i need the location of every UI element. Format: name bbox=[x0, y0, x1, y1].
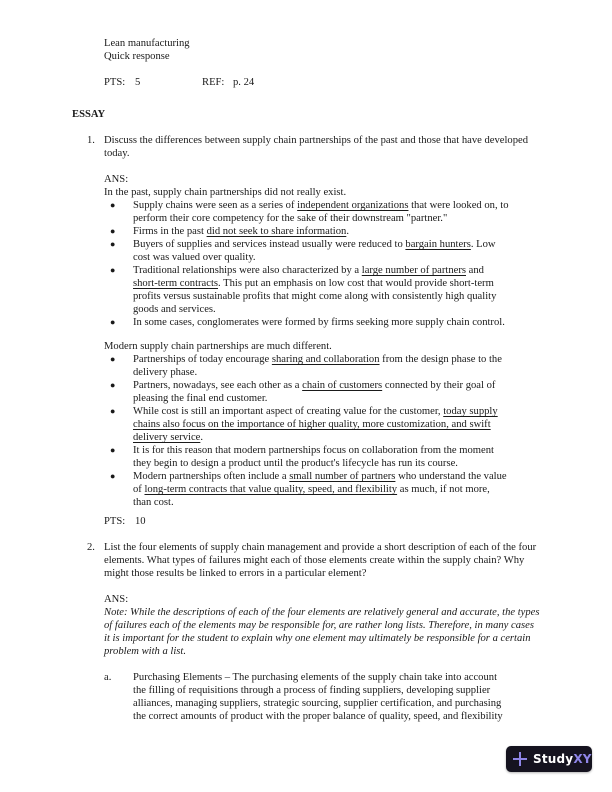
bullet-text-line bbox=[133, 457, 458, 470]
bullet-text-line bbox=[133, 225, 349, 238]
underlined-phrase: large number of partners bbox=[361, 265, 466, 276]
bullet-icon: ● bbox=[110, 200, 116, 210]
text-segment: . bbox=[346, 226, 349, 237]
note-line: problem with a list. bbox=[104, 646, 187, 657]
bullet-icon: ● bbox=[110, 317, 116, 327]
question-text-line: might those results be linked to errors in a particular element? bbox=[104, 568, 367, 579]
answer-intro-past: In the past, supply chain partnerships did not really exist. bbox=[104, 187, 347, 198]
bullet-text-line bbox=[133, 303, 216, 316]
plus-icon bbox=[513, 752, 527, 766]
text-segment: cost was valued over quality. bbox=[133, 252, 256, 263]
text-segment: delivery phase. bbox=[133, 367, 198, 378]
text-segment: In some cases, conglomerates were formed by firms seeking more supply chain control. bbox=[133, 317, 505, 328]
option-item: Quick response bbox=[104, 51, 170, 62]
bullet-text-line bbox=[133, 290, 496, 303]
bullet-text-line bbox=[133, 366, 197, 379]
text-segment: Partners, nowadays, see each other as a bbox=[133, 380, 303, 391]
bullet-text-line bbox=[133, 353, 502, 366]
question-text-line: elements. What types of failures might each of those elements create within the supply chain? Why bbox=[104, 555, 525, 566]
bullet-text-line bbox=[133, 418, 491, 431]
underlined-phrase: today supply bbox=[443, 406, 498, 417]
underlined-phrase: did not seek to share information bbox=[206, 226, 347, 237]
bullet-icon: ● bbox=[110, 445, 116, 455]
bullet-icon: ● bbox=[110, 471, 116, 481]
text-segment: that were looked on, to bbox=[408, 200, 509, 211]
element-description-line: Purchasing Elements – The purchasing elements of the supply chain take into account bbox=[133, 672, 498, 683]
bullet-text-line bbox=[133, 431, 203, 444]
text-segment: Modern partnerships often include a bbox=[133, 471, 290, 482]
note-line: of failures each of the elements may be responsible for, are rather long lists. Therefore, in many cases bbox=[104, 620, 534, 631]
points-value: 5 bbox=[135, 77, 141, 88]
text-segment: and bbox=[466, 265, 484, 276]
underlined-phrase: delivery service bbox=[133, 432, 201, 443]
underlined-phrase: short-term contracts bbox=[133, 278, 219, 289]
text-segment: than cost. bbox=[133, 497, 174, 508]
element-description-line: alliances, managing suppliers, strategic sourcing, supplier certification, and purchasing bbox=[133, 698, 502, 709]
bullet-icon: ● bbox=[110, 265, 116, 275]
bullet-text-line bbox=[133, 277, 494, 290]
text-segment: who understand the value bbox=[395, 471, 507, 482]
bullet-text-line bbox=[133, 496, 174, 509]
bullet-text-line bbox=[133, 405, 498, 418]
text-segment: they begin to design a product until the product's lifecycle has run its course. bbox=[133, 458, 458, 469]
bullet-text-line bbox=[133, 483, 490, 496]
text-segment: Supply chains were seen as a series of bbox=[133, 200, 298, 211]
text-segment: of bbox=[133, 484, 145, 495]
bullet-icon: ● bbox=[110, 226, 116, 236]
text-segment: Partnerships of today encourage bbox=[133, 354, 272, 365]
text-segment: as much, if not more, bbox=[397, 484, 490, 495]
bullet-text-line bbox=[133, 199, 509, 212]
bullet-text-line bbox=[133, 379, 495, 392]
underlined-phrase: chain of customers bbox=[302, 380, 383, 391]
bullet-text-line bbox=[133, 238, 496, 251]
text-segment: . bbox=[200, 432, 204, 443]
underlined-phrase: small number of partners bbox=[289, 471, 396, 482]
question-text-line: today. bbox=[104, 148, 130, 159]
underlined-phrase: long-term contracts that value quality, speed, and flexibility bbox=[144, 484, 398, 495]
element-description-line: the filling of requisitions through a process of finding suppliers, developing supplier bbox=[133, 685, 491, 696]
text-segment: Firms in the past bbox=[133, 226, 207, 237]
underlined-phrase: independent organizations bbox=[297, 200, 409, 211]
text-segment: connected by their goal of bbox=[382, 380, 496, 391]
bullet-text-line bbox=[133, 444, 494, 457]
list-marker: a. bbox=[104, 672, 112, 683]
question-number: 1. bbox=[87, 135, 95, 146]
bullet-text-line bbox=[133, 251, 256, 264]
text-segment: Traditional relationships were also characterized by a bbox=[133, 265, 362, 276]
note-line: Note: While the descriptions of each of the four elements are relatively general and accurate, the types bbox=[104, 607, 540, 618]
answer-label: ANS: bbox=[104, 174, 129, 185]
bullet-text-line bbox=[133, 470, 507, 483]
text-segment: perform their core competency for the sake of their downstream "partner." bbox=[133, 213, 448, 224]
bullet-text-line bbox=[133, 316, 505, 329]
bullet-text-line bbox=[133, 392, 267, 405]
text-segment: While cost is still an important aspect of creating value for the customer, bbox=[133, 406, 444, 417]
reference-value: p. 24 bbox=[233, 77, 255, 88]
text-segment: . Low bbox=[470, 239, 496, 250]
answer-intro-modern: Modern supply chain partnerships are much different. bbox=[104, 341, 332, 352]
points-label: PTS: bbox=[104, 77, 126, 88]
question-text-line: Discuss the differences between supply chain partnerships of the past and those that have developed bbox=[104, 135, 529, 146]
option-item: Lean manufacturing bbox=[104, 38, 190, 49]
underlined-phrase: bargain hunters bbox=[405, 239, 471, 250]
reference-label: REF: bbox=[202, 77, 225, 88]
brand-name-main: Study bbox=[533, 752, 574, 766]
bullet-text-line bbox=[133, 212, 447, 225]
text-segment: goods and services. bbox=[133, 304, 216, 315]
underlined-phrase: sharing and collaboration bbox=[271, 354, 380, 365]
points-label: PTS: bbox=[104, 516, 126, 527]
question-number: 2. bbox=[87, 542, 95, 553]
bullet-icon: ● bbox=[110, 380, 116, 390]
text-segment: from the design phase to the bbox=[379, 354, 502, 365]
section-heading: ESSAY bbox=[72, 109, 106, 120]
points-value: 10 bbox=[135, 516, 146, 527]
studyxy-badge[interactable] bbox=[506, 746, 592, 772]
text-segment: It is for this reason that modern partnerships focus on collaboration from the moment bbox=[133, 445, 494, 456]
element-description-line: the correct amounts of product with the proper balance of quality, speed, and flexibility bbox=[133, 711, 503, 722]
bullet-icon: ● bbox=[110, 406, 116, 416]
brand-name bbox=[533, 752, 592, 766]
brand-name-accent: XY bbox=[573, 752, 592, 766]
text-segment: pleasing the final end customer. bbox=[133, 393, 268, 404]
note-line: it is important for the student to explain why one element may ultimately be responsible for a certain bbox=[104, 633, 531, 644]
text-segment: . This put an emphasis on low cost that would provide short-term bbox=[218, 278, 494, 289]
text-segment: profits versus sustainable profits that might come along with consistently high quality bbox=[133, 291, 497, 302]
bullet-icon: ● bbox=[110, 354, 116, 364]
text-segment: Buyers of supplies and services instead usually were reduced to bbox=[133, 239, 406, 250]
underlined-phrase: chains also focus on the importance of higher quality, more customization, and swift bbox=[133, 419, 491, 430]
bullet-icon: ● bbox=[110, 239, 116, 249]
answer-label: ANS: bbox=[104, 594, 129, 605]
question-text-line: List the four elements of supply chain management and provide a short description of each of the four bbox=[104, 542, 537, 553]
bullet-text-line bbox=[133, 264, 484, 277]
